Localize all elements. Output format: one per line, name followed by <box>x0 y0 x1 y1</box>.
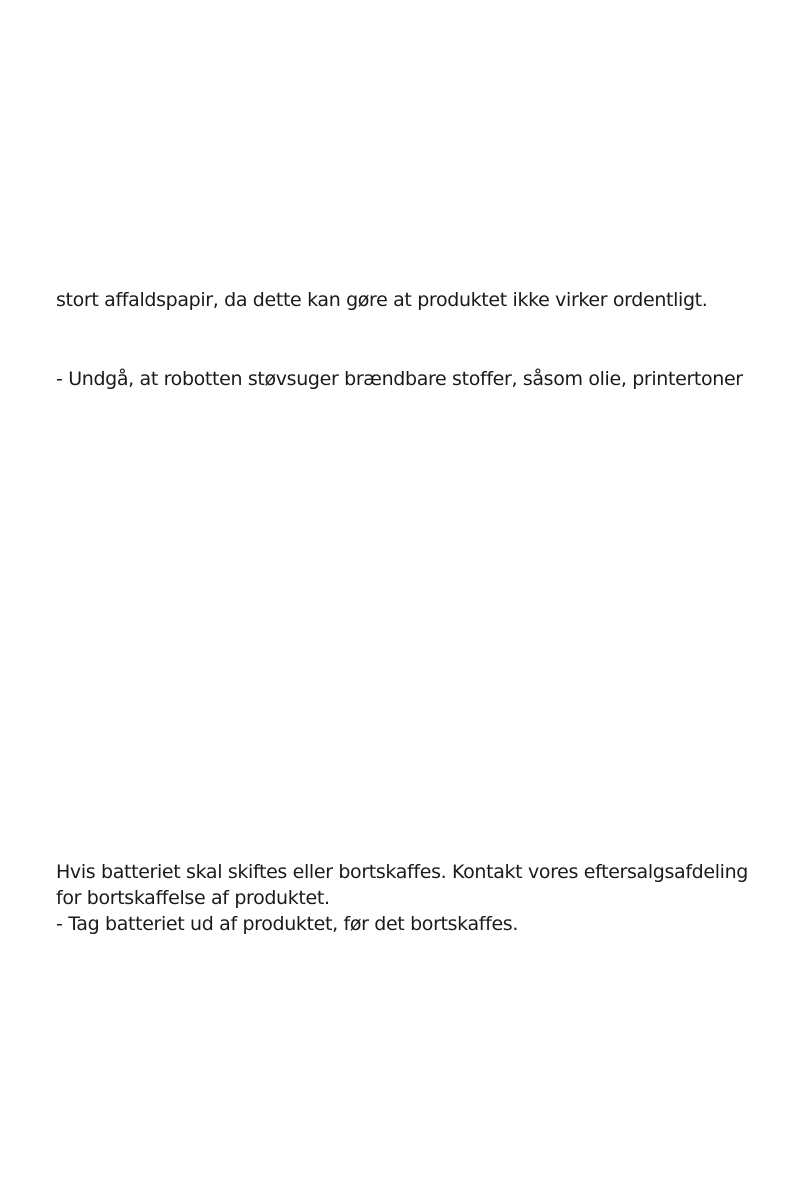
warning-text-paper: stort affaldspapir, da dette kan gøre at produktet ikke virker ordentligt. <box>56 289 708 311</box>
battery-disposal-line-2: for bortskaffelse af produktet. <box>56 887 330 909</box>
battery-disposal-line-1: Hvis batteriet skal skiftes eller bortskaffes. Kontakt vores eftersalgsafdeling <box>56 861 748 883</box>
warning-text-flammable: - Undgå, at robotten støvsuger brændbare stoffer, såsom olie, printertoner <box>56 368 743 390</box>
battery-disposal-line-3: - Tag batteriet ud af produktet, før det bortskaffes. <box>56 913 519 935</box>
